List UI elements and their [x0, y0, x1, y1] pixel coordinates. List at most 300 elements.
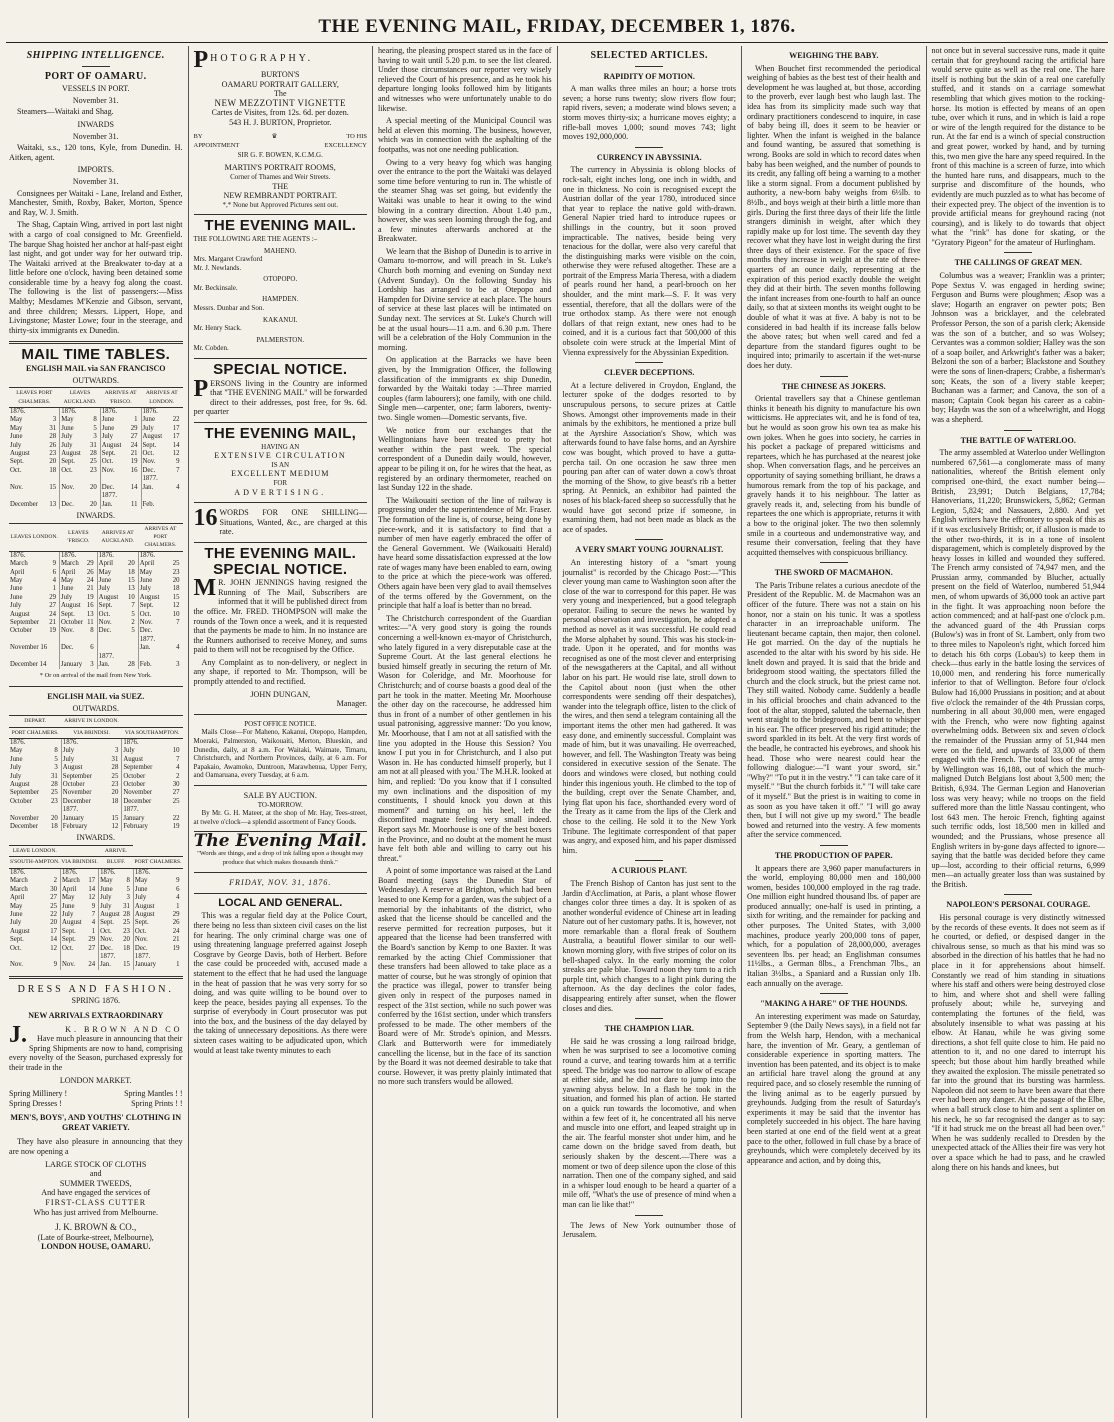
- table-cell: 29: [86, 936, 99, 944]
- table-cell: August: [10, 610, 30, 618]
- table-cell: October: [10, 797, 32, 805]
- table-cell: June: [139, 576, 153, 584]
- table-cell: 29: [48, 594, 59, 602]
- having-an: HAVING AN: [261, 442, 300, 451]
- special-notice-heading-2: SPECIAL NOTICE.: [213, 560, 348, 578]
- table-row: [9, 756, 183, 764]
- col3-para-3: Owing to a very heavy fog which was hanging over the entrance to the port the Waitaki was delayed some time before venturing to run in. The whistle of the steamer Shag was set going, but evidently the Waitaki was unable to hear it owing to the wind blowing in a contrary direction. About 1.40 p.m., however, she was seen looming through the fog, and a few minutes afterwards anchored at the Breakwater.: [378, 157, 552, 244]
- table-cell: 4: [176, 483, 180, 491]
- table-cell: 29: [127, 425, 141, 433]
- table-header-cell: LEAVES PORT CHALMERS.: [9, 388, 60, 408]
- table-cell: [9, 636, 48, 644]
- table-cell: 22: [172, 416, 180, 424]
- table-cell: October: [10, 627, 32, 635]
- table-cell: [48, 636, 59, 644]
- kakanui-agents: [194, 324, 368, 333]
- table-cell: 27: [172, 789, 180, 797]
- table-cell: December: [123, 797, 152, 805]
- vessels-date: November 31.: [72, 95, 119, 105]
- table-cell: July: [60, 593, 73, 601]
- callings-heading: THE CALLINGS OF GREAT MEN.: [954, 258, 1082, 268]
- they-have: They have also pleasure in announcing that they are now opening a: [9, 1137, 183, 1157]
- table-cell: July: [61, 441, 73, 449]
- table-cell: August: [139, 593, 160, 601]
- table-cell: 7: [86, 911, 99, 919]
- london-house: LONDON HOUSE, OAMARU.: [41, 1242, 151, 1252]
- table-row: [9, 467, 183, 475]
- table-cell: June: [142, 416, 155, 424]
- table-cell: 18: [106, 798, 122, 806]
- chinese-text: Oriental travellers say that a Chinese gentleman thinks it beneath his dignity to manufacture his own witticisms. He appreciates wit, and he is fond of tea, but he would as soon grow his own tea as make his own jokes. When he goes into society, he carries in his pocket a package of prepared witticisms and repartees, which he has purchased at the nearest joke shop. When conversation flags, and he perceives an opportunity of saying something brilliant, he draws a humorous remark from the top of his package, and gravely hands it to his neighbour. The latter as gravely reads it, and, selecting from his bundle of repartees the one which is appropriate, returns it with a bow to the original joker. The two then solemnly smile in a courteous and undemonstrative way, and resume their conversation, feeling that they have acquitted themselves with conspicuous brilliancy.: [747, 394, 921, 557]
- table-cell: [100, 475, 127, 483]
- table-cell: 23: [122, 928, 134, 936]
- table-cell: March: [10, 885, 28, 893]
- rapidity-text: A man walks three miles an hour; a horse trots seven; a horse runs twenty; slow rivers flow four; rapid rivers, seven; a moderate wind blows seven; a storm moves thirty-six; a hurricane moves eighty; a rifle-ball moves 1,000; sound moves 743; light moves 192,000,000.: [562, 84, 736, 142]
- table-cell: July: [10, 764, 22, 772]
- table-cell: [169, 408, 183, 417]
- table-cell: 3: [46, 416, 60, 424]
- table-cell: 6: [176, 885, 180, 893]
- table-header-cell: ARRIVES AT LONDON.: [141, 388, 183, 408]
- selected-articles-heading: SELECTED ARTICLES.: [590, 50, 709, 61]
- table-cell: 5: [122, 886, 134, 894]
- jkb-title: K. BROWN AND CO: [65, 1024, 183, 1034]
- table-cell: July: [100, 894, 112, 902]
- table-cell: August: [61, 450, 81, 458]
- table-cell: 2: [43, 877, 61, 885]
- table-cell: Nov.: [61, 483, 75, 491]
- jews-text: The Jews of New York outnumber those of Jerusalem.: [562, 1220, 736, 1240]
- table-cell: Nov.: [98, 618, 112, 626]
- vignette: NEW MEZZOTINT VIGNETTE: [214, 97, 346, 108]
- agent-name: Mrs. Margaret Crawford: [193, 255, 263, 264]
- table-cell: Dec.: [139, 627, 153, 635]
- inwards-date: November 31.: [72, 131, 119, 141]
- table-cell: August: [62, 919, 82, 927]
- table-cell: July: [10, 441, 22, 449]
- motto: "Words are things, and a drop of ink falling upon a thought may produce that which makes thousands think.": [197, 849, 364, 866]
- table-cell: 16: [85, 602, 97, 610]
- table-cell: March: [10, 877, 28, 885]
- otopopo: OTOPOPO.: [263, 275, 298, 284]
- callings-text: Columbus was a weaver; Franklin was a printer; Pope Sextus V. was engaged in herding swine; Ferguson and Burns were ploughmen; Æsop was a slave; Hogarth an engraver on pewter pots; Ben Johnson was a bricklayer, and the celebrated Professor Person, the son of a parish clerk; Akenside was the son of a butcher, and so was Wolsey; Cervantes was a common soldier; Halley was the son of a soap boiler, and Arkwright's father was a baker; Belzoni the son of a barber; Blackstone and Southey were the sons of linen-drapers; Crabbe, a fisherman's son; Keats, the son of a livery stable keeper; Buchanan was a farmer; and Canova, the son of a mason; Captain Cook began his career as a cabin-boy; Haydn was the son of a wheelwright, and Hogg was a shepherd.: [931, 271, 1105, 424]
- table-cell: January: [134, 961, 157, 969]
- table-row: [9, 636, 183, 644]
- table-cell: 29: [85, 560, 97, 568]
- table-cell: [86, 868, 99, 877]
- table-cell: 1877.: [62, 806, 79, 814]
- excellent-medium: EXCELLENT MEDIUM: [231, 469, 330, 479]
- table-cell: 1877.: [139, 635, 156, 643]
- local-text: This was a regular field day at the Police Court, there being no less than sixteen civil cases on the list for hearing. The only criminal charge was one of using threatening language preferred against Joseph Cosgrave by George Davis, both of Herbert. Before the case could be proceeded with, accused made a statement to the effect that he had used the language in the heat of passion that he was very sorry for so doing, and was quite willing to be bound over to keep the peace, besides paying all expenses. To the surprise of everybody in Court prosecutor was put into the box, and the business of the day delayed by the taking of unnecessary depositions. As there were sixteen cases waiting to be adjudicated upon, which would at least take twenty minutes to each: [193, 911, 367, 1055]
- champion-liar-text: He said he was crossing a long railroad bridge, when he was surprised to see a locomotive coming round a curve, and tearing towards him at a terrific speed. The bridge was too narrow to allow of escape at either side, and he did not dare to jump into the yawning abyss below. In a flash he took in the situation, and formed his plan of action. He started on a quick run towards the locomotive, and when within a few feet of it, he concentrated all his nerve and muscle into one effort, and leaped straight up in the air. The fearful monster shot under him, and he came down on the bridge saved from death, but seriously shaken by the descent.—There was a moment or two of deep silence upon the close of this narration. Then one of the company sighed, and said in a whisper loud enough to be heard a quarter of a mile off, "What's the use of presence of mind when a man can lie like that!": [562, 1036, 736, 1209]
- table-cell: Oct.: [134, 927, 147, 935]
- table-row: [9, 961, 183, 969]
- table-cell: 23: [47, 798, 61, 806]
- table-header-cell: BLUFF.: [99, 857, 134, 868]
- col3-para-8: The Christchurch correspondent of the Guardian writes:—"A very good story is going the rounds concerning a well-known ex-mayor of Christchurch, who lately figured in a very disreputable case at the Supreme Court. At the last general elections he busied himself greatly in securing the return of Mr. Wason for Coleridge, and Mr. Moorhouse for Christchurch; and of course boasts a good deal of the part he took in the matter. Meeting Mr. Moorhouse the other day on the racecourse, he addressed him thus in front of a number of other gentlemen in his usual patronising, aggressive manner: 'Do you know, Mr. Moorhouse, that I am not at all satisfied with the line you adopted in the House this Session? You know I put you in for Christchurch, and I also put Wason in. He has conducted himself properly, but I am not at all pleased with you.' The M.H.R. looked at him, and replied: 'Do you know that if I consulted my own inclinations and the disposition of my constituents, I should knock you down at this moment?' and turning on his heel, left the discomfited magnate feeling very small indeed. Report says Mr. Moorhouse is one of the best boxers in the Province, and no doubt at the moment he must have felt both able and willing to carry out his threat.": [378, 613, 552, 863]
- table-row: [9, 953, 183, 961]
- table-cell: November: [123, 789, 153, 797]
- maheno-agents: [194, 255, 368, 272]
- table-cell: [46, 475, 60, 483]
- table-header-cell: VIA SOUTHAMPTON.: [122, 727, 183, 738]
- table-row: [9, 789, 183, 797]
- napoleon-heading: NAPOLEON'S PERSONAL COURAGE.: [946, 900, 1091, 910]
- table-cell: [168, 636, 183, 644]
- table-cell: Sept.: [61, 458, 75, 466]
- clever-heading: CLEVER DECEPTIONS.: [604, 368, 695, 378]
- table-row: [9, 501, 183, 509]
- table-cell: August: [123, 755, 143, 763]
- table-cell: [167, 953, 182, 961]
- london-market: LONDON MARKET.: [59, 1075, 132, 1085]
- jkb-dropcap: J.: [9, 1021, 27, 1048]
- table-cell: [87, 475, 101, 483]
- table-cell: [97, 636, 124, 644]
- table-cell: Sept.: [10, 458, 24, 466]
- clever-text: At a lecture delivered in Croydon, England, the lecturer spoke of the dodges resorted to by unscrupulous persons, to secure prizes at Cattle Shows. Amongst other improvements made in their animals by the exhibitors, he mentioned a prize bull at the Ayrshire Association's Show, which was afterwards found to have false horns, and an Ayrshire cow was bought, which proved to have a gutta-percha tail. On one occasion he saw three men pouring pan after can of water down a cow's throat the morning of the Show, to give beast's rib a better spring. At Pennick, an exhibitor had painted the noses of his black-faced sheep so successfully that he would have got second prize if someone, in examining them, had not been made as black as the ace of spades.: [562, 380, 736, 534]
- spring-1876: SPRING 1876.: [71, 996, 120, 1006]
- table-cell: 14: [127, 484, 141, 492]
- table-cell: 13: [124, 585, 138, 593]
- local-heading: LOCAL AND GENERAL.: [218, 896, 343, 909]
- table-cell: 25: [172, 560, 180, 568]
- table-cell: 1876.: [100, 868, 116, 876]
- table-cell: June: [60, 585, 74, 593]
- table-cell: April: [60, 568, 76, 576]
- gallery: OAMARU PORTRAIT GALLERY,: [221, 79, 339, 89]
- new-arrivals: NEW ARRIVALS EXTRAORDINARY: [28, 1010, 164, 1020]
- spring-dresses: Spring Dresses !: [9, 1098, 62, 1108]
- table-cell: 4: [176, 894, 180, 902]
- table-cell: May: [10, 424, 23, 432]
- table-cell: [46, 408, 60, 417]
- col3-para-7: The Waikouaiti section of the line of railway is progressing under the superintendence of Mr. Fraser. The formation of the line is, of course, being done by piece-work, and it is satisfactory to find that a number of men have eagerly embraced the offer of the General Government. We (Waikouaiti Herald) have heard some dissatisfaction expressed at the low rate of wages many have been enabled to earn, owing to the price at which the piece-work was offered. Others again have been very glad to avail themselves of the terms offered by the Government, on the principle that half a loaf is better than no bread.: [378, 495, 552, 611]
- table-cell: 18: [124, 569, 138, 577]
- large-stock: LARGE STOCK OF CLOTHS: [45, 1159, 147, 1169]
- and-word: and: [89, 1169, 102, 1179]
- late-of: (Late of Bourke-street, Melbourne),: [37, 1232, 154, 1242]
- table-cell: June: [10, 755, 23, 763]
- the-word: The: [273, 89, 287, 99]
- table-row: [9, 458, 183, 466]
- table-row: [9, 492, 183, 500]
- table-cell: 1876.: [10, 408, 26, 416]
- table-cell: December: [62, 797, 91, 805]
- table-cell: [60, 492, 87, 500]
- table-row: [9, 442, 183, 450]
- table-cell: 15: [172, 593, 180, 601]
- table-cell: 13: [46, 501, 60, 509]
- table-cell: 15: [106, 815, 122, 823]
- table-cell: September: [62, 772, 92, 780]
- table-cell: Feb.: [139, 661, 152, 668]
- table-header-cell: ARRIVE.: [99, 846, 134, 857]
- napoleon-text: His personal courage is very distinctly witnessed by the records of these events. It does not seem as if he courted, or defied, or despised danger in the chivalrous sense, so much as that his mind was so absorbed in the direction of his battles that he had no place in it for apprehensions about himself. Constantly we read of him standing in situations where his staff and others were being destroyed close to him, and where shot and shell were falling profusely about; while he, surveying and contemplating the fortunes of the field, was absolutely insensible to what was passing at his elbow. At Hanau, while he was giving some directions, a shot fell quite close to him. He paid no attention to it, and no one dared to interrupt his speech; but those about him hardly breathed while they awaited the explosion. The missile penetrated so far into the ground that its bursting was harmless. Napoleon did not seem to have been aware that there ever had been any danger. At the passage of the Elbe, when a ball struck close to him and sent a splinter on his neck, he so far recognised the danger as to say: "If it had struck me on the breast all had been over." When he was suddenly recalled to Dresden by the unexpected attack of the Allies their fire was very hot over a space which he had to pass, and he crawled along there on his hands and knees, but: [931, 913, 1105, 1172]
- table-cell: 1: [176, 961, 180, 969]
- table-row: [9, 928, 183, 936]
- photo-dropcap: P: [193, 47, 209, 73]
- table-cell: 18: [122, 945, 134, 953]
- table-cell: Feb.: [142, 500, 155, 508]
- table-cell: 5: [47, 756, 61, 764]
- table-cell: 4: [176, 764, 180, 772]
- table-cell: 1: [48, 585, 59, 593]
- table-cell: Nov.: [139, 618, 153, 626]
- table-cell: 1876.: [139, 551, 156, 559]
- table-cell: November 16: [10, 644, 48, 652]
- sf-outwards: OUTWARDS.: [72, 375, 119, 385]
- col3-para-9: A point of some importance was raised at the Land Board meeting (says the Dunedin Star of Wednesday). A reserve at Brighton, which had been leased to one Kemp for a garden, was the subject of a memorial by the inhabitants of the district, who asked that the license should be cancelled and the reserve permitted for recreation purposes, but it appeared that the license had been transferred with the Board's sanction by Kemp to one Baxter. It was remarked by the acting Chief Commissioner that these transfers had been allowed to take place as a matter of course, but he was strongly of opinion that the practice was illegal, power to transfer being given only in respect of the purposes named in respect of the 31st section, while no such power was conferred by the 161st section, under which transfers professed to be made. The other members of the Board were of Mr. Strode's opinion, and Messrs. Clark and Butterworth were for immediately cancelling the license, but in the face of its sanction by the Board it was not deemed desirable to take that course. However, it was pretty plainly intimated that no more such transfers would be allowed.: [378, 866, 552, 1087]
- table-cell: 2: [124, 619, 138, 627]
- suez-inwards-table: [9, 845, 183, 970]
- table-cell: 25: [87, 458, 101, 466]
- table-cell: 7: [176, 466, 180, 474]
- table-cell: Sept.: [62, 936, 76, 944]
- table-cell: 3: [106, 747, 122, 755]
- table-cell: Sept.: [60, 610, 75, 618]
- hare-continued: not once but in several successive runs, made it quite certain that for greyhound racing the artificial hare would serve quite as well as the real one. The hare itself is nothing but the skin of a real one carefully stuffed, and it stands on a carriage somewhat resembling that which gives motion to the rocking-horse. Its motion is effected by means of an open tube, over which it runs, and in which is laid a rope or wire of the length required for the distance to be run. At the far end is a winch of special construction and great power, worked by hand, and by turning this, two men give the hare any speed required. In the front of this machine is a screen of furze, into which the hunted hare runs, and disappears, much to the surprise and discomfiture of the hounds, who evidently are much puzzled as to what has become of their expected prey. The object of the invention is to provide artificial means for greyhound racing (not coursing), and is likely to do towards that object what the "rink" has done for skating, or the "Gyratory Pigeon" for the amateur of Hurlingham.: [931, 46, 1106, 247]
- sf-inwards: INWARDS.: [76, 510, 115, 520]
- table-cell: 4: [48, 577, 59, 585]
- masthead-rule: [6, 42, 1108, 43]
- table-cell: 29: [172, 910, 180, 918]
- table-cell: October: [123, 772, 146, 780]
- burtons: BURTON'S: [260, 70, 300, 79]
- table-cell: Dec.: [61, 500, 74, 508]
- just-arrived: Who has just arrived from Melbourne.: [33, 1207, 159, 1217]
- table-row: [9, 484, 183, 492]
- table-cell: 23: [46, 450, 60, 458]
- table-cell: May: [134, 877, 148, 885]
- table-cell: 15: [122, 961, 134, 969]
- photo-title: HOTOGRAPHY.: [210, 53, 314, 64]
- table-cell: May: [100, 877, 113, 885]
- appointment: APPOINTMENT: [193, 142, 240, 150]
- table-cell: Dec.: [101, 483, 115, 491]
- table-cell: 1877.: [100, 952, 116, 960]
- palmerston-agents: [194, 344, 368, 353]
- table-cell: 18: [46, 467, 60, 475]
- table-cell: 22: [172, 814, 180, 822]
- table-cell: 9: [43, 961, 61, 969]
- table-cell: 27: [86, 945, 99, 953]
- evening-mail-heading-2: THE EVENING MAIL,: [204, 425, 357, 442]
- table-cell: August: [98, 593, 119, 601]
- gothic-title: The Evening Mail.: [193, 831, 367, 852]
- table-cell: December: [10, 500, 38, 508]
- date-line: FRIDAY, NOV. 31, 1876.: [229, 878, 332, 888]
- table-cell: Sept.: [100, 919, 114, 927]
- table-cell: 30: [43, 886, 61, 894]
- table-cell: [85, 653, 97, 661]
- table-row: [9, 823, 183, 831]
- table-cell: Dec.: [60, 644, 74, 652]
- suez-outwards-table: [9, 715, 183, 831]
- table-cell: 1876.: [134, 868, 151, 876]
- table-cell: 1877.: [123, 806, 139, 814]
- table-cell: 10: [172, 610, 180, 618]
- table-header-cell: ARRIVES AT PORT CHALMERS.: [138, 523, 182, 551]
- table-cell: [127, 408, 141, 417]
- none-but: *,* None but Approved Pictures sent out.: [222, 200, 338, 209]
- persons-dropcap: P: [193, 375, 209, 402]
- sixteen-number: 16: [193, 505, 218, 532]
- table-row: [9, 560, 183, 568]
- spring-prints: Spring Prints ! !: [131, 1098, 183, 1108]
- table-cell: Oct.: [98, 610, 111, 618]
- table-cell: January: [123, 814, 145, 822]
- sword-text: The Paris Tribune relates a curious anecdote of the President of the Republic. M. de Macmahon was an officer of the future. There was not a stain on his honor, nor a stain on his tunic. It was a spotless character in an irreproachable uniform. The lieutenant became captain, then major, then colonel. He got married. On the day of the nuptials he ascended to the altar with his sword by his side. He knelt down and prayed. It is said that the bride and bridegroom stood waiting, the spectators filled the church and the clock struck, but the priest came not. They still waited. Nobody came. Suddenly a beadle in his official brooches and chain advanced to the foot of the altar, stopped, saluted the tabernacle, then went straight to the bridegroom, and bent to whisper in his ear. The officer preserved his rigid attitude; the sword sparkled in its belt. At the very first words of the beadle, he contracted his eyebrows, and shook his head. Those who were nearest could hear the following dialogue:—"I want your sword, sir." "Why?" "To put it in the vestry." "I can take care of it myself." "But the church forbids it." "I will take care of it myself." But the priest is in waiting to come in as soon as you have taken it off." "I will go away then, but I will not give up my sword." The beadle bowed and returned into the vestry. A few moments after the service commenced.: [747, 580, 921, 840]
- table-cell: [9, 492, 46, 500]
- table-cell: 19: [172, 823, 180, 831]
- table-header-cell: PORT CHALMERS.: [9, 727, 61, 738]
- table-cell: 12: [86, 894, 99, 902]
- inwards-text: Waitaki, s.s., 120 tons, Kyle, from Dunedin. H. Aitken, agent.: [9, 143, 183, 162]
- table-cell: September: [10, 789, 40, 797]
- col3-para-2: A special meeting of the Municipal Council was held at eleven this morning. The business, however, which was in connection with the asphalting of the footpaths, was not one needing publication.: [378, 116, 552, 154]
- is-an: IS AN: [271, 460, 290, 469]
- sixteen-words-ad: [193, 505, 368, 537]
- table-row: [9, 577, 183, 585]
- table-cell: May: [60, 576, 74, 584]
- summer-tweeds: SUMMER TWEEDS,: [59, 1178, 132, 1188]
- table-cell: [60, 475, 87, 483]
- table-cell: September: [123, 764, 153, 772]
- table-cell: 3: [47, 764, 61, 772]
- weighing-heading: WEIGHING THE BABY.: [789, 51, 879, 60]
- table-cell: October: [123, 781, 146, 789]
- table-row: [9, 894, 183, 902]
- imports-date: November 31.: [72, 176, 119, 186]
- table-header-cell: ARRIVE IN LONDON.: [61, 716, 122, 727]
- table-header-cell: DEPART.: [9, 716, 61, 727]
- table-cell: [122, 953, 134, 961]
- table-cell: May: [10, 416, 23, 424]
- table-cell: August: [142, 433, 163, 441]
- table-cell: 31: [122, 903, 134, 911]
- first-class-cutter: FIRST-CLASS CUTTER: [45, 1198, 147, 1208]
- table-cell: June: [101, 424, 115, 432]
- table-cell: 25: [43, 903, 61, 911]
- table-cell: [124, 551, 138, 560]
- advertising: ADVERTISING.: [234, 487, 327, 497]
- table-cell: 1876.: [98, 551, 114, 559]
- table-cell: 20: [43, 919, 61, 927]
- hare-text: An interesting experiment was made on Saturday, September 9 (the Daily News says), in a field not far from the Welsh harp, Hendon, with a mechanical hare, the invention of Mr. Geary, a gentleman of considerable experience in sporting matters. The invention has been patented, and its object is to make an artificial hare travel along the ground at any required pace, and so closely resemble the running of the living animal as to be eagerly pursued by greyhounds. Judging from the result of Saturday's experiments it may be said that the inventor has completely succeeded in his object. The hare having been started at one end of the field went at a great pace to the other, followed in full chase by a brace of greyhounds, which were completely deceived by its appearance and action, and by doing this,: [747, 1011, 921, 1165]
- table-cell: Jan.: [98, 661, 110, 668]
- table-cell: 31: [47, 773, 61, 781]
- suez-inwards: INWARDS.: [76, 833, 115, 843]
- agent-name: Mr. Henry Stack.: [193, 324, 242, 333]
- table-cell: July: [62, 747, 75, 755]
- table-cell: [169, 492, 183, 500]
- table-cell: [48, 551, 59, 560]
- mails-close: Mails Close—For Maheno, Kakanui, Otepopo, Hampden, Moeraki, Palmerston, Waikouaiti, Merton, Blueskin, and Dunedin, daily, at 8 a.m. For Waitaki, Waimate, Timaru, Christchurch, and Northern Provinces, daily, at 6 a.m. For Papakaio, Awamoko, Duntroon, Marawhenua, Upper Ferry, and Oamaruana, every Tuesday, at 6 a.m.: [193, 728, 367, 780]
- table-cell: [61, 953, 86, 961]
- vessels-text: Steamers—Waitaki and Shag.: [17, 107, 114, 117]
- table-header-cell: LEAVES LONDON.: [9, 523, 59, 551]
- table-row: [9, 903, 183, 911]
- table-cell: July: [61, 433, 73, 441]
- table-header-cell: ARRIVES AT AUCKLAND.: [97, 523, 138, 551]
- table-cell: 14: [86, 886, 99, 894]
- table-cell: Oct.: [139, 610, 152, 618]
- table-cell: August: [10, 781, 30, 789]
- table-row: [9, 408, 183, 417]
- table-cell: 12: [172, 450, 180, 458]
- table-cell: [169, 501, 183, 509]
- table-cell: March: [60, 560, 79, 568]
- table-cell: 24: [172, 927, 180, 935]
- table-cell: September: [10, 618, 40, 626]
- table-cell: 11: [127, 501, 141, 509]
- table-header-cell: [61, 846, 99, 857]
- mens-clothing: MEN'S, BOYS', AND YOUTHS' CLOTHING IN GREAT VARIETY.: [10, 1113, 182, 1132]
- the-word-2: THE: [272, 181, 289, 191]
- extensive-circulation: EXTENSIVE CIRCULATION: [214, 451, 347, 461]
- kakanui: KAKANUI.: [263, 315, 298, 324]
- table-cell: 21: [48, 619, 59, 627]
- table-cell: July: [10, 602, 22, 610]
- table-cell: 31: [87, 442, 101, 450]
- table-cell: [9, 953, 43, 961]
- table-cell: March: [10, 560, 28, 568]
- table-cell: August: [100, 910, 120, 918]
- table-cell: 8: [47, 747, 61, 755]
- table-cell: March: [62, 877, 80, 885]
- table-cell: June: [62, 902, 75, 910]
- table-cell: 17: [172, 433, 180, 441]
- page-columns: [4, 46, 1110, 1418]
- table-row: [9, 611, 183, 619]
- agent-name: Messrs. Dunbar and Son.: [193, 304, 265, 313]
- sale-heading: SALE BY AUCTION.: [243, 791, 317, 800]
- table-cell: October: [60, 618, 83, 626]
- table-cell: [47, 806, 61, 814]
- table-cell: [43, 953, 61, 961]
- table-header-cell: LEAVES 'FRISCO.: [59, 523, 97, 551]
- table-cell: 14: [172, 441, 180, 449]
- table-cell: 1876.: [62, 739, 79, 746]
- table-cell: [59, 653, 85, 661]
- table-cell: August: [62, 764, 83, 772]
- chinese-heading: THE CHINESE AS JOKERS.: [781, 381, 886, 391]
- table-cell: November: [62, 789, 92, 797]
- table-cell: 23: [172, 568, 180, 576]
- weighing-text: When Bouchet first recommended the periodical weighing of babies as the best test of their health and development he was laughed at, but those, according to the proverb, ever laugh best who laugh last. The idea has from its simplicity made such way that ordinary practitioners condescend to inquire, in case of baby being ill, does it seem to be heavier or lighter. When the infant is weighed in the balance and found wanting, be assured that something is wrong. Books are sold in which to record dates when baby has been weighed, and the number of pounds to its credit, any falling off being a warning to a mother like a storm signal. From a document published by authority, a new-born baby weighs from 6½lb. to 8½lb., and boys weigh at their birth a little more than girls. During the first three days of their life the little strangers diminish in weight, after which they rapidly make up for lost time. The seventh day they recover what they have lost in weight during the first three days of their existence. For the space of five months they increase in weight at the rate of three-quarters of an ounce daily, representing at the expiration of this period exactly double the weight they did at their birth. The seven months following the infant increases from one-fourth to half an ounce daily, so that at sixteen months its weight ought to be double of what it was at five. A baby is not to be considered in bad health if its increase falls below the above rates; but when well cared and fed a departure from the standard figures ought to be inquired into; primarily to ascertain if the wet-nurse does her duty.: [747, 63, 921, 370]
- table-cell: 9: [86, 903, 99, 911]
- jennings-notice: [193, 575, 368, 655]
- table-cell: 9: [48, 560, 59, 568]
- table-cell: 6: [48, 569, 59, 577]
- table-cell: [122, 868, 134, 877]
- table-row: [9, 661, 183, 669]
- table-cell: 14: [43, 936, 61, 944]
- table-cell: 28: [46, 433, 60, 441]
- table-cell: Sept.: [142, 441, 157, 449]
- table-cell: 11: [85, 619, 97, 627]
- jkb-ad: [9, 1021, 183, 1073]
- table-cell: Dec.: [142, 466, 156, 474]
- table-cell: 1877.: [98, 652, 114, 660]
- hampden-agents: [194, 304, 368, 313]
- agent-name: Mr. Beckinsale.: [193, 283, 238, 292]
- table-cell: 10: [124, 594, 138, 602]
- persons-notice: [193, 375, 368, 417]
- table-cell: [85, 551, 97, 560]
